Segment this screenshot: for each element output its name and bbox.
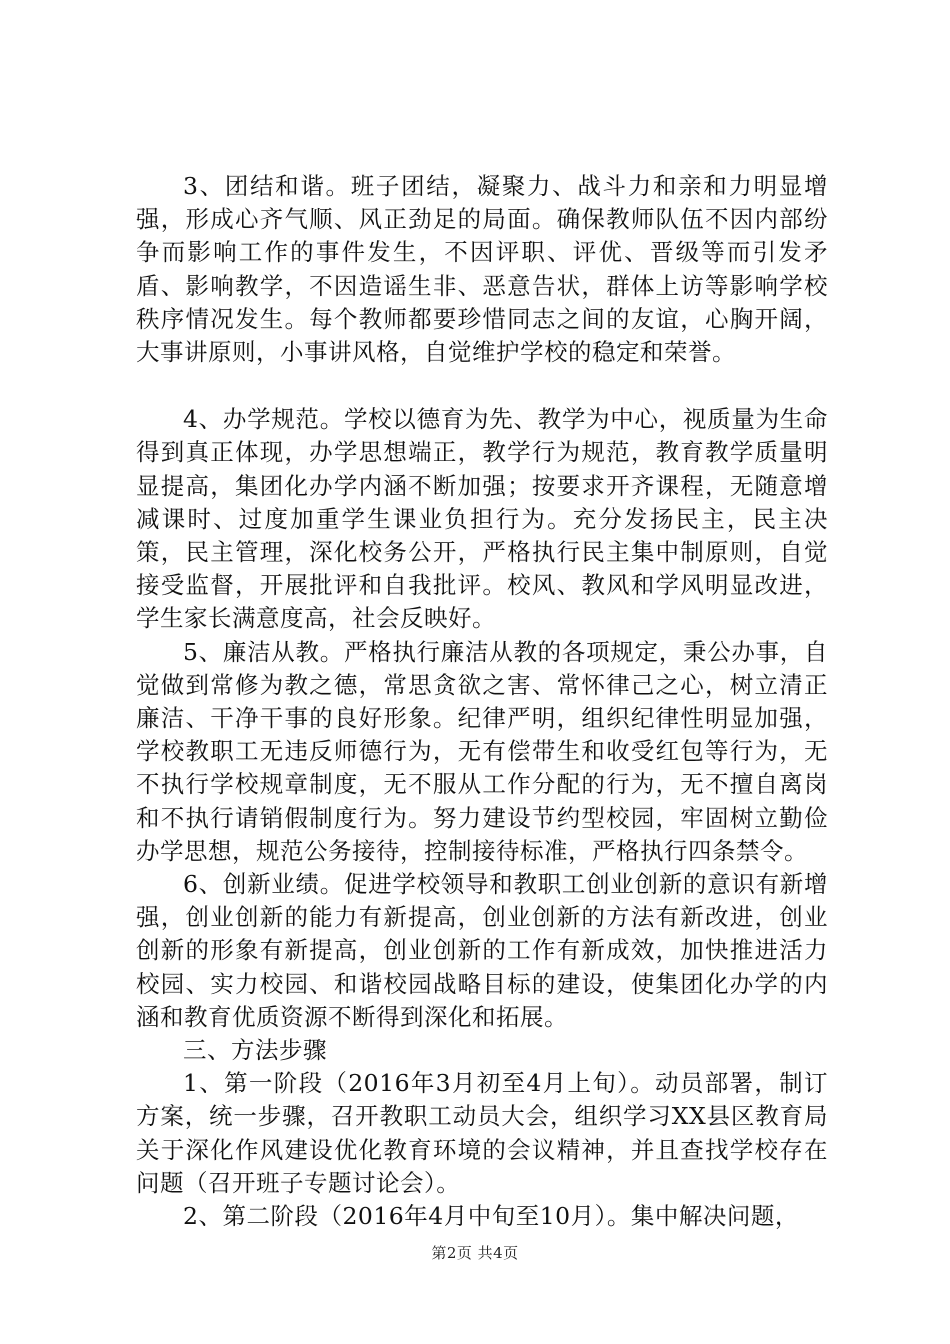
paragraph-phase-one: 1、第一阶段（2016年3月初至4月上旬）。动员部署，制订方案，统一步骤，召开教职工动员大会，组织学习XX县区教育局关于深化作风建设优化教育环境的会议精神，并且查找学校存在问题（召开班子专题讨论会）。 — [136, 1069, 828, 1197]
paragraph-standardized-schooling: 4、办学规范。学校以德育为先、教学为中心，视质量为生命得到真正体现，办学思想端正，教学行为规范，教育教学质量明显提高，集团化办学内涵不断加强；按要求开齐课程，无随意增减课时、过度加重学生课业负担行为。充分发扬民主，民主决策，民主管理，深化校务公开，严格执行民主集中制原则，自觉接受监督，开展批评和自我批评。校风、教风和学风明显改进，学生家长满意度高，社会反映好。 — [136, 405, 828, 633]
paragraph-integrity-teaching: 5、廉洁从教。严格执行廉洁从教的各项规定，秉公办事，自觉做到常修为教之德，常思贪欲之害、常怀律己之心，树立清正廉洁、干净干事的良好形象。纪律严明，组织纪律性明显加强，学校教职工无违反师德行为，无有偿带生和收受红包等行为，无不执行学校规章制度，无不服从工作分配的行为，无不擅自离岗和不执行请销假制度行为。努力建设节约型校园，牢固树立勤俭办学思想，规范公务接待，控制接待标准，严格执行四条禁令。 — [136, 637, 828, 865]
paragraph-unity-harmony: 3、团结和谐。班子团结，凝聚力、战斗力和亲和力明显增强，形成心齐气顺、风正劲足的局面。确保教师队伍不因内部纷争而影响工作的事件发生，不因评职、评优、晋级等而引发矛盾、影响教学，不因造谣生非、恶意告状，群体上访等影响学校秩序情况发生。每个教师都要珍惜同志之间的友谊，心胸开阔，大事讲原则，小事讲风格，自觉维护学校的稳定和荣誉。 — [136, 172, 828, 367]
section-heading-methods-steps: 三、方法步骤 — [183, 1036, 327, 1065]
document-body — [136, 170, 828, 1233]
paragraph-innovation-performance: 6、创新业绩。促进学校领导和教职工创业创新的意识有新增强，创业创新的能力有新提高，创业创新的方法有新改进，创业创新的形象有新提高，创业创新的工作有新成效，加快推进活力校园、实力校园、和谐校园战略目标的建设，使集团化办学的内涵和教育优质资源不断得到深化和拓展。 — [136, 870, 828, 1031]
page-number-footer: 第2页 共4页 — [431, 1244, 519, 1262]
paragraph-phase-two: 2、第二阶段（2016年4月中旬至10月）。集中解决问题， — [183, 1202, 799, 1231]
